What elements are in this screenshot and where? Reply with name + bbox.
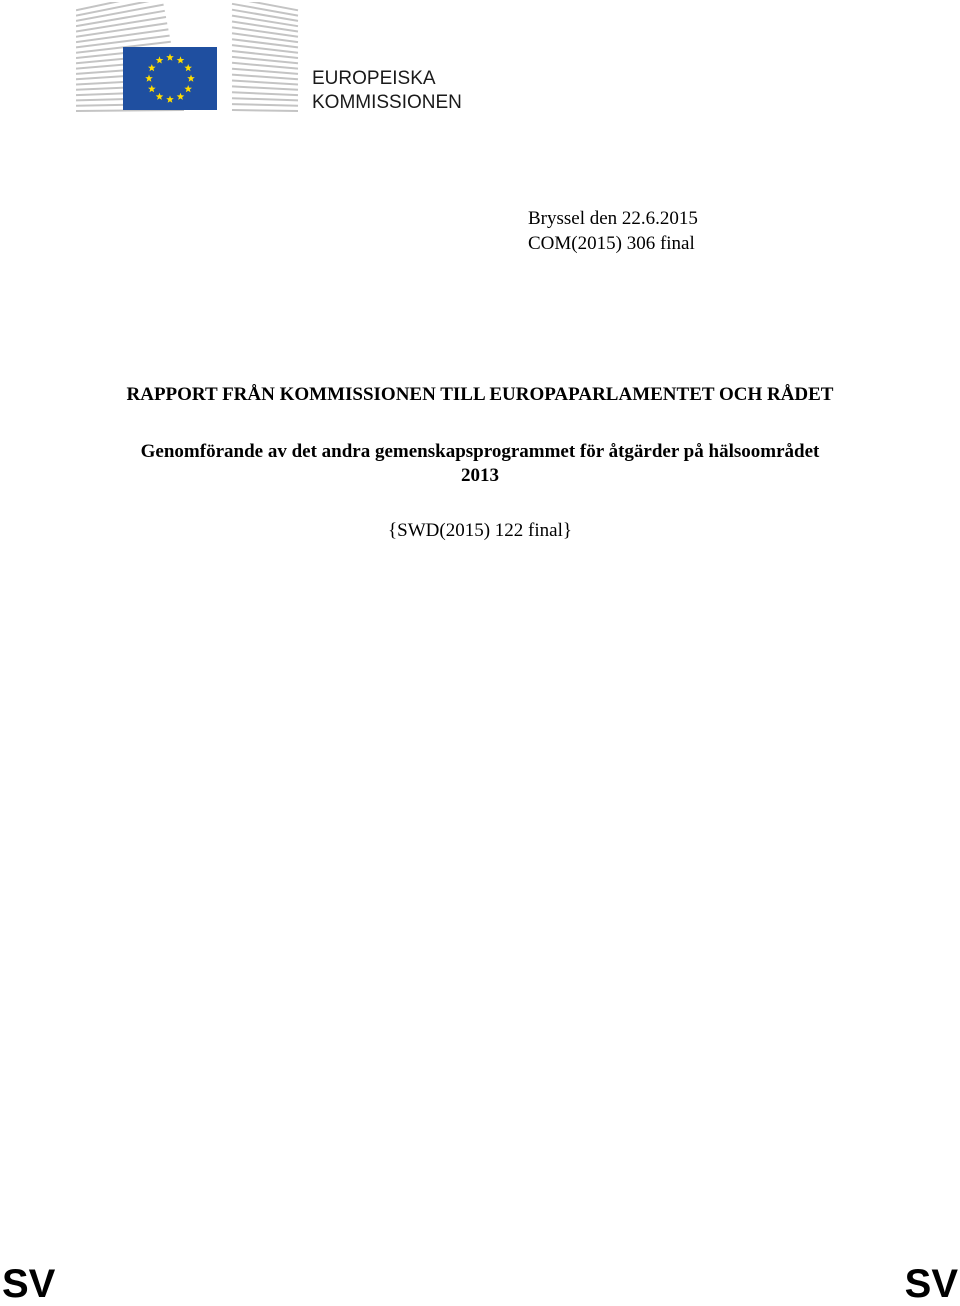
organization-name [312,67,462,115]
report-title: RAPPORT FRÅN KOMMISSIONEN TILL EUROPAPARLAMENTET OCH RÅDET [126,384,834,405]
building-line [232,63,298,69]
building-line [232,104,298,106]
building-line [232,16,298,27]
building-line [232,10,298,21]
document-metadata [528,206,698,256]
building-line [232,98,298,100]
building-line [232,75,298,80]
building-line [232,69,298,74]
org-name-line1: EUROPEISKA [312,68,436,89]
building-line [76,29,168,42]
language-code-left: SV [2,1262,56,1306]
language-code-right: SV [904,1262,958,1306]
building-line [76,110,184,111]
report-subtitle [0,440,960,488]
document-number: COM(2015) 306 final [528,233,695,254]
building-line [232,86,298,89]
swd-reference: {SWD(2015) 122 final} [388,520,572,541]
report-subtitle-line1: Genomförande av det andra gemenskapsprogrammet för åtgärder på hälsoområdet [140,441,820,462]
building-line [232,4,298,16]
building-line [232,22,298,32]
building-line [232,92,298,95]
place-date: Bryssel den 22.6.2015 [528,208,698,229]
building-line [232,110,298,111]
building-line [232,81,298,85]
report-subtitle-line2: 2013 [461,465,499,486]
european-commission-logo [76,2,300,112]
building-line [76,36,170,48]
org-name-line2: KOMMISSIONEN [312,92,462,113]
logo-graphic [76,2,300,112]
